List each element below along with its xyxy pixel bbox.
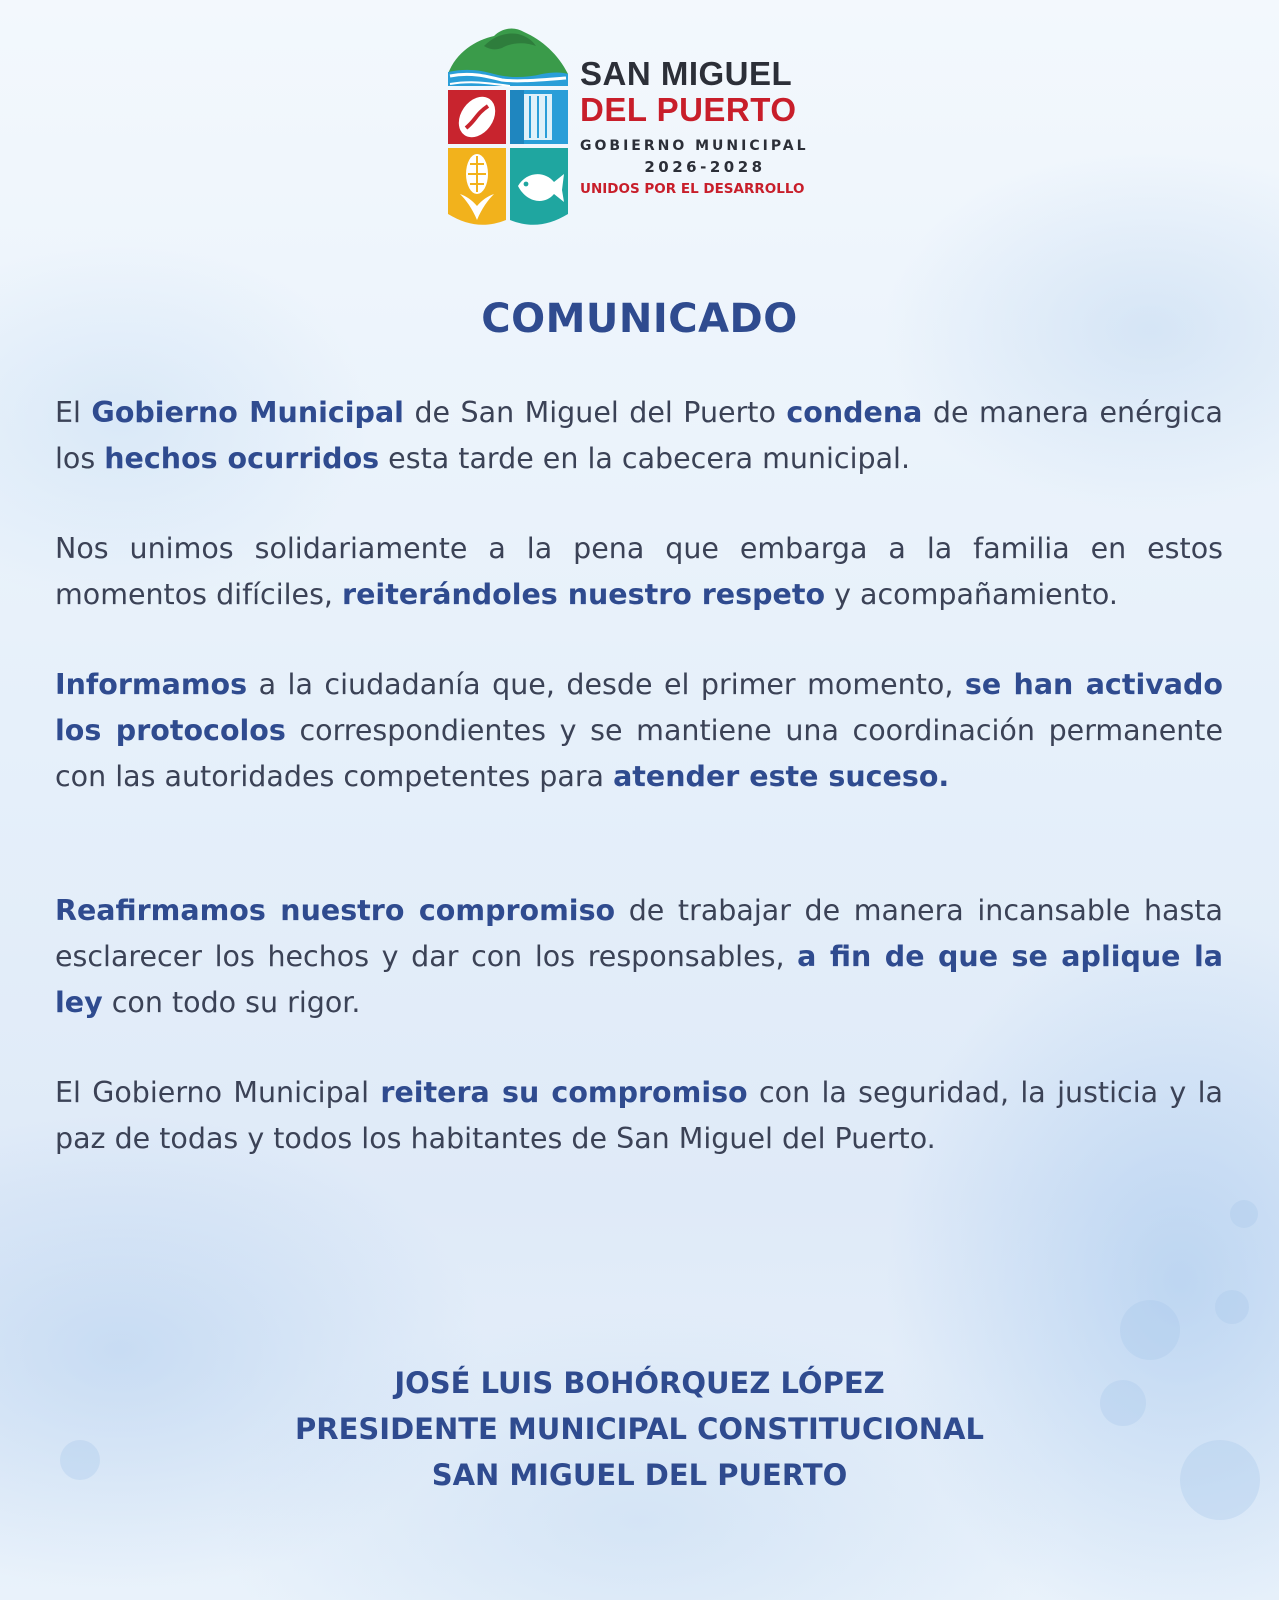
bg-splash [1230,1200,1258,1228]
signatory-municipality: SAN MIGUEL DEL PUERTO [431,1458,848,1492]
waterfall-icon [510,90,568,144]
bg-splash [1120,1300,1180,1360]
text: con todo su rigor. [102,986,361,1019]
text: esta tarde en la cabecera municipal. [379,442,911,475]
text: a la ciudadanía que, desde el primer momento, [247,668,965,701]
bold-text: reitera su compromiso [380,1076,748,1109]
logo-text [580,56,840,200]
paragraph-3 [55,662,1223,800]
logo-government: GOBIERNO MUNICIPAL [580,138,809,154]
bold-text: se han activado los protocolos [55,668,1223,747]
logo-period: 2026-2028 [644,158,766,176]
coffee-bean-icon [448,90,506,144]
logo-line2: DEL PUERTO [580,91,797,128]
logo-line1: SAN MIGUEL [580,55,793,92]
signatory-position: PRESIDENTE MUNICIPAL CONSTITUCIONAL [295,1412,984,1446]
text: Nos unimos solidariamente a la pena que embarga a la familia en estos momentos difíciles, [55,532,1223,611]
bold-text: atender este suceso. [613,760,950,793]
paragraph-2 [55,526,1223,618]
signatory-name: JOSÉ LUIS BOHÓRQUEZ LÓPEZ [394,1366,885,1400]
text: de San Miguel del Puerto [403,396,787,429]
text: El Gobierno Municipal [55,1076,381,1109]
corn-icon [448,148,506,225]
text: El [55,396,92,429]
text: y acompañamiento. [825,578,1118,611]
bold-text: reiterándoles nuestro respeto [342,578,826,611]
text: con la seguridad, la justicia y la paz de todas y todos los habitantes de San Miguel del Puerto. [55,1076,1223,1155]
signature-block [0,1360,1279,1498]
bold-text: Informamos [55,668,248,701]
bg-splash [1215,1290,1249,1324]
text: de manera enérgica los [55,396,1223,475]
text: correspondientes y se mantiene una coordinación permanente con las autoridades competentes para [55,714,1224,793]
bold-text: Gobierno Municipal [91,396,404,429]
paragraph-5 [55,1070,1223,1162]
bold-text: a fin de que se aplique la ley [55,940,1223,1019]
logo-slogan: UNIDOS POR EL DESARROLLO [580,181,805,197]
bold-text: hechos ocurridos [104,442,380,475]
page-title: COMUNICADO [481,296,798,342]
paragraph-1 [55,390,1223,482]
bold-text: condena [786,396,923,429]
text: de trabajar de manera incansable hasta esclarecer los hechos y dar con los responsables, [55,894,1223,973]
bold-text: Reafirmamos nuestro compromiso [55,894,616,927]
fish-icon [510,148,568,225]
municipal-logo [446,24,836,234]
mountain-sea-icon [448,29,568,86]
municipal-emblem [446,24,570,232]
paragraph-4 [55,888,1223,1026]
